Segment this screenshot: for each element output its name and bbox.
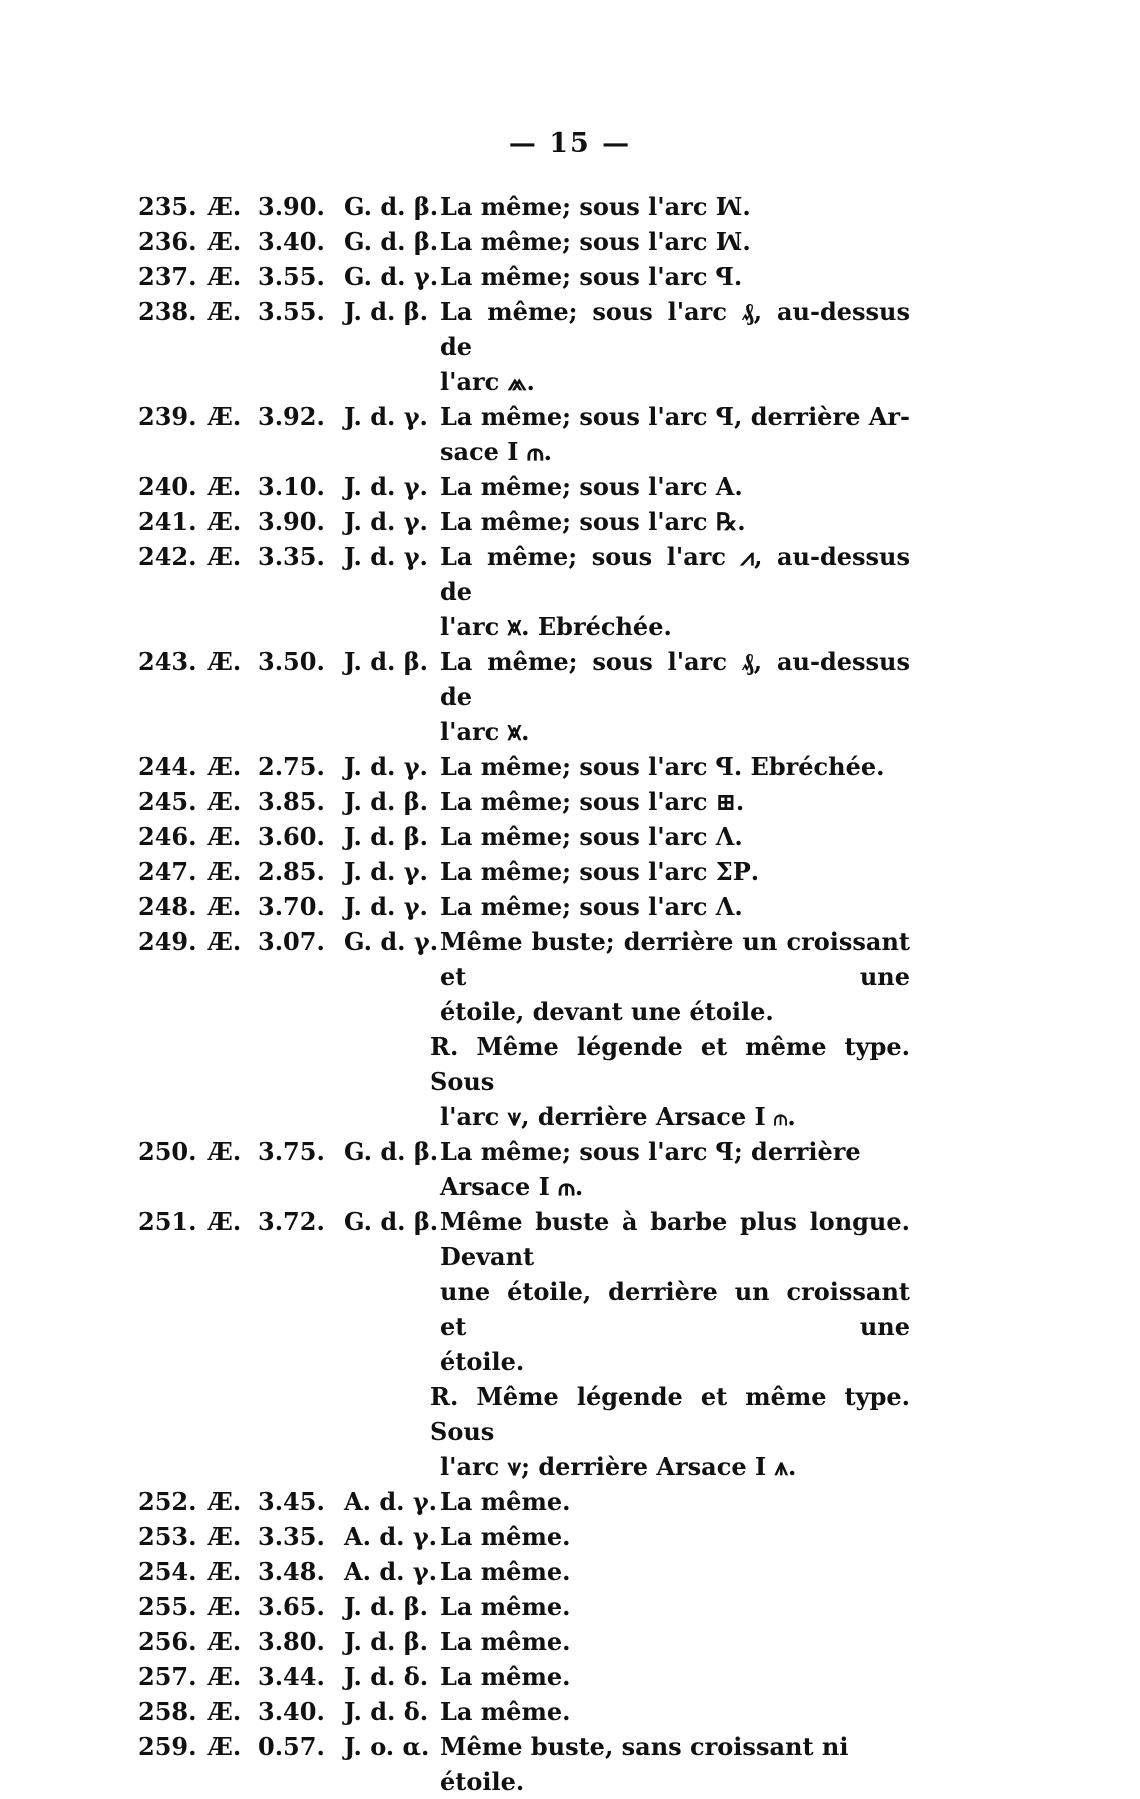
entry-description: La même; sous l'arc A.: [440, 472, 743, 501]
catalog-entry: [138, 889, 938, 924]
entry-weight: 3.90.: [258, 192, 325, 221]
catalog-entry: [138, 294, 938, 364]
entry-metal: Æ.: [208, 507, 242, 536]
entry-weight: 3.48.: [258, 1557, 325, 1586]
entry-continuation: sace I ⫙.: [440, 437, 552, 466]
entry-weight: 3.35.: [258, 542, 325, 571]
entry-number: 247.: [138, 857, 197, 886]
catalog-entry: [138, 1554, 938, 1589]
entry-condition: G. d. β.: [344, 192, 439, 221]
entry-metal: Æ.: [208, 787, 242, 816]
entry-description: La même.: [440, 1592, 571, 1621]
entry-metal: Æ.: [208, 1522, 242, 1551]
catalog-entry: [138, 1624, 938, 1659]
catalog-entry: [138, 749, 938, 784]
catalog-entry: [138, 504, 938, 539]
entry-condition: G. d. β.: [344, 227, 439, 256]
catalog-entries: [138, 189, 938, 1799]
catalog-entry: [138, 1519, 938, 1554]
entry-metal: Æ.: [208, 1592, 242, 1621]
entry-weight: 3.92.: [258, 402, 325, 431]
entry-metal: Æ.: [208, 1697, 242, 1726]
entry-condition: J. d. β.: [344, 787, 428, 816]
entry-number: 249.: [138, 927, 197, 956]
entry-weight: 3.72.: [258, 1207, 325, 1236]
entry-number: 259.: [138, 1732, 197, 1761]
entry-weight: 3.07.: [258, 927, 325, 956]
entry-description: La même; sous l'arc ₰, au-dessus de: [440, 647, 910, 711]
entry-description: La même; sous l'arc ⊞.: [440, 787, 745, 816]
entry-number: 242.: [138, 542, 197, 571]
entry-description: Même buste à barbe plus longue. Devant: [440, 1207, 910, 1271]
entry-metal: Æ.: [208, 1627, 242, 1656]
catalog-entry: [138, 224, 938, 259]
entry-condition: J. d. δ.: [344, 1697, 429, 1726]
entry-weight: 3.50.: [258, 647, 325, 676]
entry-metal: Æ.: [208, 1557, 242, 1586]
catalog-entry: [138, 1589, 938, 1624]
entry-number: 237.: [138, 262, 197, 291]
entry-metal: Æ.: [208, 472, 242, 501]
entry-continuation: l'arc ⩙. Ebréchée.: [440, 612, 672, 641]
entry-number: 252.: [138, 1487, 197, 1516]
catalog-entry: [138, 469, 938, 504]
entry-continuation: étoile.: [440, 1347, 525, 1376]
entry-metal: Æ.: [208, 927, 242, 956]
entry-condition: J. d. γ.: [344, 402, 428, 431]
entry-metal: Æ.: [208, 892, 242, 921]
entry-condition: G. d. β.: [344, 1207, 439, 1236]
entry-weight: 3.85.: [258, 787, 325, 816]
entry-weight: 3.75.: [258, 1137, 325, 1166]
entry-weight: 3.60.: [258, 822, 325, 851]
entry-condition: G. d. γ.: [344, 927, 439, 956]
entry-description: La même; sous l'arc ΣΡ.: [440, 857, 760, 886]
entry-weight: 3.55.: [258, 262, 325, 291]
entry-weight: 3.35.: [258, 1522, 325, 1551]
entry-reverse-continuation: l'arc ⩛, derrière Arsace I ⫙.: [440, 1102, 796, 1131]
entry-metal: Æ.: [208, 192, 242, 221]
entry-continuation: l'arc ⩙.: [440, 717, 530, 746]
entry-number: 248.: [138, 892, 197, 921]
entry-weight: 3.45.: [258, 1487, 325, 1516]
entry-weight: 3.80.: [258, 1627, 325, 1656]
entry-weight: 2.85.: [258, 857, 325, 886]
entry-condition: J. d. γ.: [344, 542, 428, 571]
entry-weight: 3.70.: [258, 892, 325, 921]
catalog-entry: [138, 1659, 938, 1694]
entry-metal: Æ.: [208, 1732, 242, 1761]
entry-condition: J. d. γ.: [344, 507, 428, 536]
entry-condition: J. d. β.: [344, 647, 428, 676]
entry-number: 244.: [138, 752, 197, 781]
entry-condition: J. d. δ.: [344, 1662, 429, 1691]
entry-condition: J. d. β.: [344, 822, 428, 851]
entry-description: La même.: [440, 1522, 571, 1551]
catalog-entry: [138, 1694, 938, 1729]
catalog-entry: [138, 189, 938, 224]
catalog-entry: [138, 644, 938, 714]
entry-number: 258.: [138, 1697, 197, 1726]
catalog-entry: [138, 259, 938, 294]
entry-number: 238.: [138, 297, 197, 326]
entry-reverse: R. Même légende et même type. Sous: [430, 1382, 910, 1446]
entry-weight: 3.65.: [258, 1592, 325, 1621]
entry-metal: Æ.: [208, 647, 242, 676]
entry-number: 245.: [138, 787, 197, 816]
entry-condition: J. d. γ.: [344, 892, 428, 921]
entry-condition: J. d. γ.: [344, 857, 428, 886]
entry-description: La même; sous l'arc Λ.: [440, 892, 743, 921]
entry-number: 254.: [138, 1557, 197, 1586]
catalog-entry: [138, 1204, 938, 1274]
entry-description: La même; sous l'arc ꟼ. Ebréchée.: [440, 752, 885, 781]
entry-condition: J. d. γ.: [344, 472, 428, 501]
entry-metal: Æ.: [208, 752, 242, 781]
catalog-entry: [138, 1729, 938, 1799]
entry-metal: Æ.: [208, 227, 242, 256]
entry-description: La même.: [440, 1662, 571, 1691]
entry-condition: J. d. β.: [344, 1627, 428, 1656]
catalog-entry: [138, 784, 938, 819]
entry-description: La même; sous l'arc ₰, au-dessus de: [440, 297, 910, 361]
entry-description: La même; sous l'arc ꟽ.: [440, 192, 751, 221]
entry-condition: G. d. γ.: [344, 262, 439, 291]
entry-description: La même.: [440, 1697, 571, 1726]
entry-metal: Æ.: [208, 822, 242, 851]
entry-metal: Æ.: [208, 1137, 242, 1166]
entry-number: 240.: [138, 472, 197, 501]
entry-condition: G. d. β.: [344, 1137, 439, 1166]
entry-description: La même.: [440, 1487, 571, 1516]
catalog-entry: [138, 1134, 938, 1204]
entry-weight: 3.55.: [258, 297, 325, 326]
entry-weight: 2.75.: [258, 752, 325, 781]
entry-description: Même buste; derrière un croissant et une: [440, 927, 910, 991]
entry-number: 257.: [138, 1662, 197, 1691]
entry-condition: J. d. γ.: [344, 752, 428, 781]
entry-metal: Æ.: [208, 1662, 242, 1691]
entry-reverse-continuation: l'arc ⩛; derrière Arsace I ⩚.: [440, 1452, 797, 1481]
entry-number: 235.: [138, 192, 197, 221]
entry-description: La même; sous l'arc ꟼ.: [440, 262, 743, 291]
catalog-entry: [138, 539, 938, 609]
catalog-entry: [138, 1484, 938, 1519]
entry-number: 246.: [138, 822, 197, 851]
entry-weight: 3.10.: [258, 472, 325, 501]
entry-weight: 0.57.: [258, 1732, 325, 1761]
entry-condition: A. d. γ.: [344, 1522, 438, 1551]
entry-weight: 3.40.: [258, 227, 325, 256]
entry-number: 239.: [138, 402, 197, 431]
entry-metal: Æ.: [208, 542, 242, 571]
catalog-entry: [138, 924, 938, 994]
entry-description: La même; sous l'arc ꟽ.: [440, 227, 751, 256]
entry-number: 250.: [138, 1137, 197, 1166]
entry-condition: J. d. β.: [344, 297, 428, 326]
entry-metal: Æ.: [208, 297, 242, 326]
entry-condition: J. o. α.: [344, 1732, 430, 1761]
catalog-entry: [138, 854, 938, 889]
entry-reverse: R. Même légende et même type. Sous: [430, 1032, 910, 1096]
entry-weight: 3.40.: [258, 1697, 325, 1726]
entry-description: La même.: [440, 1627, 571, 1656]
entry-description: La même; sous l'arc Λ.: [440, 822, 743, 851]
entry-weight: 3.90.: [258, 507, 325, 536]
page-number: — 15 —: [508, 128, 632, 159]
entry-condition: J. d. β.: [344, 1592, 428, 1621]
catalog-entry: [138, 399, 938, 434]
entry-description: La même; sous l'arc ꟼ; derrière Arsace I ⫙.: [440, 1137, 861, 1201]
entry-condition: A. d. γ.: [344, 1487, 438, 1516]
entry-description: La même; sous l'arc ꟼ, derrière Ar-: [440, 402, 910, 431]
entry-metal: Æ.: [208, 1487, 242, 1516]
entry-description: La même; sous l'arc ℞.: [440, 507, 746, 536]
entry-number: 241.: [138, 507, 197, 536]
entry-continuation: une étoile, derrière un croissant et une: [440, 1277, 910, 1341]
entry-number: 251.: [138, 1207, 197, 1236]
entry-number: 255.: [138, 1592, 197, 1621]
entry-number: 256.: [138, 1627, 197, 1656]
entry-description: La même; sous l'arc ⩘, au-dessus de: [440, 542, 910, 606]
entry-number: 243.: [138, 647, 197, 676]
entry-number: 253.: [138, 1522, 197, 1551]
entry-condition: A. d. γ.: [344, 1557, 438, 1586]
entry-description: La même.: [440, 1557, 571, 1586]
entry-number: 236.: [138, 227, 197, 256]
catalog-entry: [138, 819, 938, 854]
entry-continuation: étoile, devant une étoile.: [440, 997, 774, 1026]
entry-metal: Æ.: [208, 402, 242, 431]
entry-metal: Æ.: [208, 262, 242, 291]
entry-continuation: l'arc ⩕.: [440, 367, 535, 396]
entry-metal: Æ.: [208, 857, 242, 886]
entry-description: Même buste, sans croissant ni étoile.: [440, 1732, 849, 1796]
entry-weight: 3.44.: [258, 1662, 325, 1691]
entry-metal: Æ.: [208, 1207, 242, 1236]
